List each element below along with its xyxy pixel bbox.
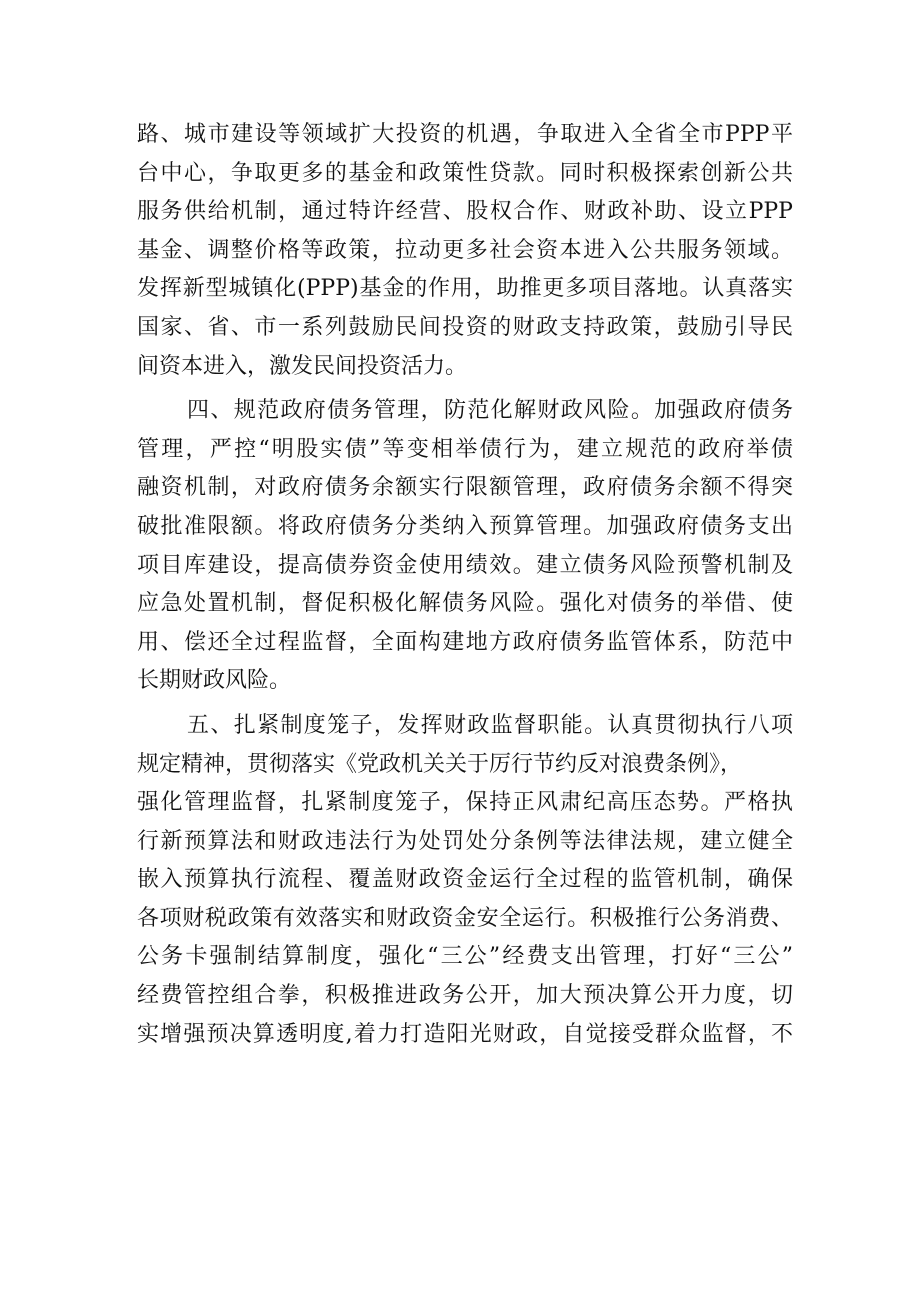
text-line: 项目库建设，提高债券资金使用绩效。建立债务风险预警机制及 xyxy=(137,552,793,578)
document-body xyxy=(137,116,793,1054)
text-line: 管理，严控“明股实债”等变相举债行为，建立规范的政府举债 xyxy=(137,436,793,462)
section-heading-line: 四、规范政府债务管理，防范化解财政风险。加强政府债务 xyxy=(187,398,793,424)
text-line: 各项财税政策有效落实和财政资金安全运行。积极推行公务消费、 xyxy=(137,905,793,931)
text-line: 台中心，争取更多的基金和政策性贷款。同时积极探索创新公共 xyxy=(137,160,793,186)
section-heading-line: 五、扎紧制度笼子，发挥财政监督职能。认真贯彻执行八项 xyxy=(187,712,793,738)
text-line: 规定精神，贯彻落实《党政机关关于厉行节约反对浪费条例》， xyxy=(137,751,743,777)
text-line: 基金、调整价格等政策，拉动更多社会资本进入公共服务领域。 xyxy=(137,237,793,263)
text-line: 嵌入预算执行流程、覆盖财政资金运行全过程的监管机制，确保 xyxy=(137,867,793,893)
text-line: 路、城市建设等领域扩大投资的机遇，争取进入全省全市PPP平 xyxy=(137,122,793,147)
text-line: 应急处置机制，督促积极化解债务风险。强化对债务的举借、使 xyxy=(137,591,793,617)
paragraph-section-five xyxy=(137,707,793,1054)
text-line: 融资机制，对政府债务余额实行限额管理，政府债务余额不得突 xyxy=(137,475,793,501)
text-line: 间资本进入，激发民间投资活力。 xyxy=(137,353,468,379)
text-line: 国家、省、市一系列鼓励民间投资的财政支持政策，鼓励引导民 xyxy=(137,314,793,340)
text-line: 破批准限额。将政府债务分类纳入预算管理。加强政府债务支出 xyxy=(137,513,793,539)
text-line: 经费管控组合拳，积极推进政务公开，加大预决算公开力度，切 xyxy=(137,983,793,1009)
paragraph-section-four xyxy=(137,392,793,701)
text-line: 强化管理监督，扎紧制度笼子，保持正风肃纪高压态势。严格执 xyxy=(137,790,793,816)
text-line: 行新预算法和财政违法行为处罚处分条例等法律法规，建立健全 xyxy=(137,828,793,854)
text-line: 用、偿还全过程监督，全面构建地方政府债务监管体系，防范中 xyxy=(137,629,793,655)
text-line: 公务卡强制结算制度，强化“三公”经费支出管理，打好“三公” xyxy=(137,944,793,970)
text-line: 发挥新型城镇化(PPP)基金的作用，助推更多项目落地。认真落实 xyxy=(137,276,793,302)
text-line: 实增强预决算透明度,着力打造阳光财政，自觉接受群众监督，不 xyxy=(137,1021,793,1047)
paragraph-continuation xyxy=(137,116,793,386)
text-line: 服务供给机制，通过特许经营、股权合作、财政补助、设立PPP xyxy=(137,199,793,225)
text-line: 长期财政风险。 xyxy=(137,668,292,694)
